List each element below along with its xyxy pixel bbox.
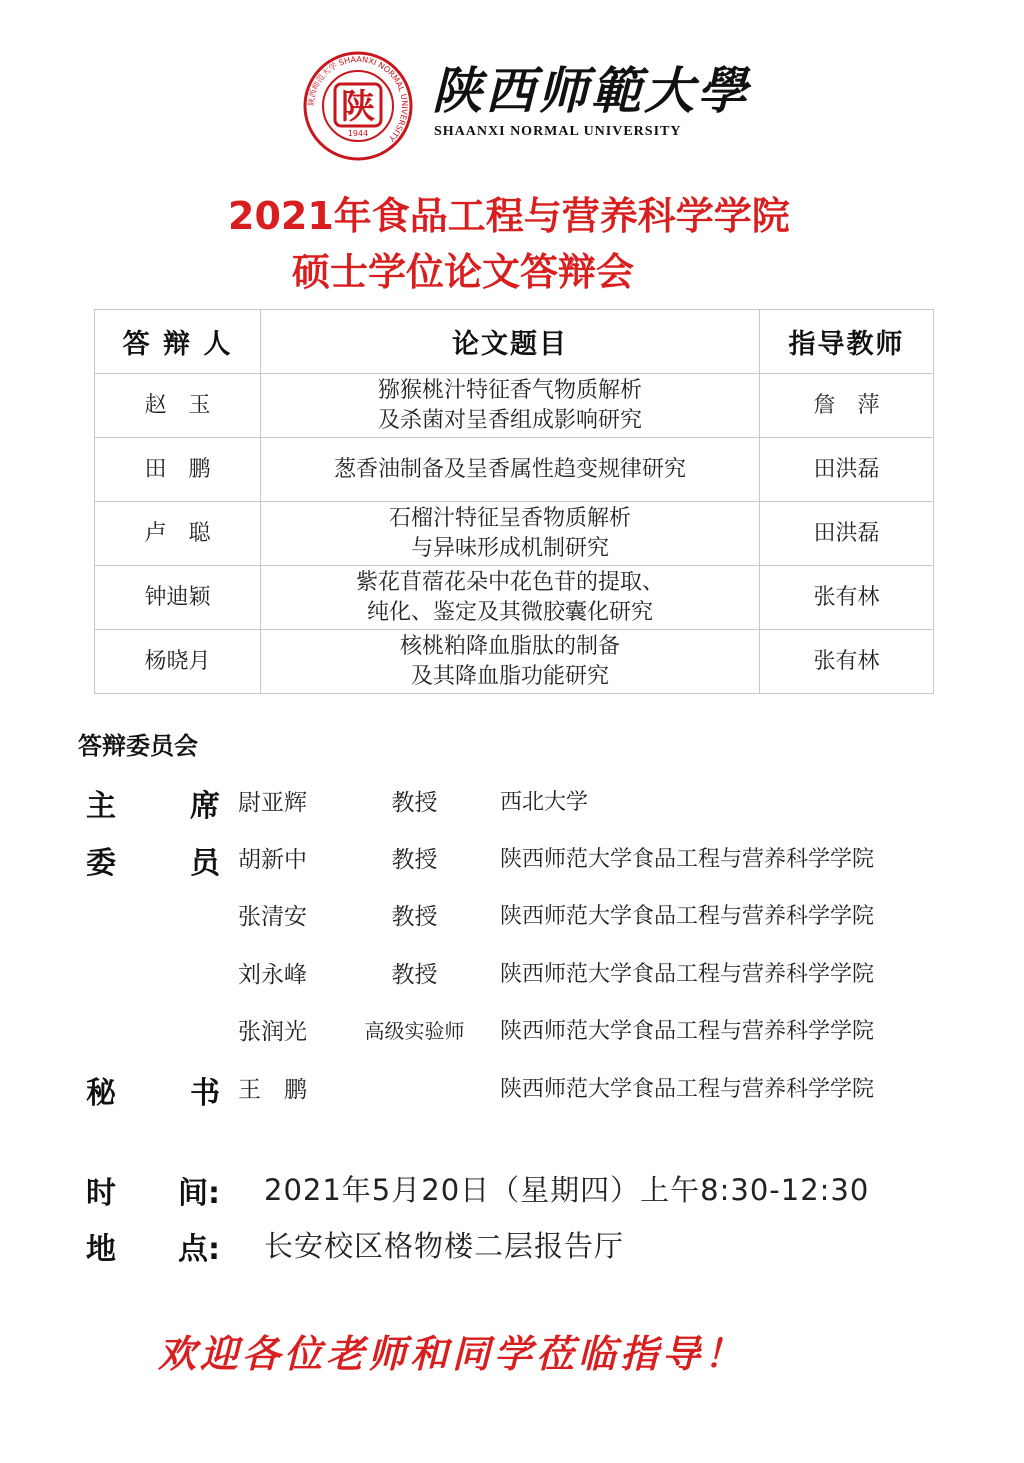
member-organization: 西北大学 bbox=[500, 790, 589, 815]
student-name: 赵 玉 bbox=[95, 374, 261, 438]
committee-member-row bbox=[0, 895, 1024, 935]
seal-ring-text: 陕西师范大学 SHAANXI NORMAL UNIVERSITY bbox=[306, 54, 410, 144]
member-rank: 高级实验师 bbox=[364, 1019, 465, 1043]
student-name: 卢 聪 bbox=[95, 502, 261, 566]
thesis-title-line: 石榴汁特征呈香物质解析 bbox=[388, 505, 631, 531]
member-name: 王 鹏 bbox=[238, 1077, 307, 1103]
member-role-char: 书 bbox=[190, 1076, 220, 1111]
table-row bbox=[95, 438, 934, 502]
place-value: 长安校区格物楼二层报告厅 bbox=[264, 1229, 625, 1263]
member-rank: 教授 bbox=[391, 962, 438, 988]
thesis-title bbox=[261, 502, 760, 566]
member-name: 尉亚辉 bbox=[238, 790, 307, 816]
thesis-title-line: 及其降血脂功能研究 bbox=[410, 663, 609, 689]
member-organization: 陕西师范大学食品工程与营养科学学院 bbox=[500, 1077, 875, 1102]
member-organization: 陕西师范大学食品工程与营养科学学院 bbox=[500, 1019, 875, 1044]
thesis-title-line: 紫花苜蓿花朵中花色苷的提取、 bbox=[355, 569, 664, 595]
member-rank: 教授 bbox=[391, 847, 438, 873]
thesis-table bbox=[94, 309, 934, 694]
committee-member-row bbox=[0, 838, 1024, 881]
advisor-name: 张有林 bbox=[760, 630, 934, 694]
committee-member-row bbox=[0, 953, 1024, 993]
member-role-char: 员 bbox=[190, 846, 220, 881]
event-title-line1: 2021年食品工程与营养科学学院 bbox=[228, 194, 790, 238]
table-row bbox=[95, 374, 934, 438]
table-row bbox=[95, 630, 934, 694]
member-role-char: 主 bbox=[86, 789, 116, 824]
member-organization: 陕西师范大学食品工程与营养科学学院 bbox=[500, 962, 875, 987]
university-name-en: SHAANXI NORMAL UNIVERSITY bbox=[434, 124, 682, 139]
university-logo bbox=[302, 50, 750, 160]
student-name: 田 鹏 bbox=[95, 438, 261, 502]
header-student: 答 辩 人 bbox=[95, 310, 261, 374]
advisor-name: 田洪磊 bbox=[760, 502, 934, 566]
member-role-char: 委 bbox=[86, 846, 116, 881]
member-role-char: 秘 bbox=[86, 1076, 116, 1111]
thesis-title-line: 纯化、鉴定及其微胶囊化研究 bbox=[366, 599, 653, 625]
header-thesis-title: 论文题目 bbox=[261, 310, 760, 374]
advisor-name: 詹 萍 bbox=[760, 374, 934, 438]
member-name: 胡新中 bbox=[238, 847, 307, 873]
thesis-title-line: 与异味形成机制研究 bbox=[410, 535, 609, 561]
committee-heading: 答辩委员会 bbox=[78, 732, 198, 760]
thesis-title-line: 及杀菌对呈香组成影响研究 bbox=[377, 407, 642, 433]
thesis-title bbox=[261, 438, 760, 502]
welcome-message: 欢迎各位老师和同学莅临指导！ bbox=[158, 1331, 747, 1376]
time-row bbox=[86, 1168, 986, 1212]
place-label: 地 点: bbox=[86, 1232, 220, 1267]
committee-member-row bbox=[0, 781, 1024, 824]
member-rank: 教授 bbox=[391, 904, 438, 930]
university-name-cn: 陕西师範大學 bbox=[432, 61, 750, 120]
thesis-title bbox=[261, 630, 760, 694]
member-organization: 陕西师范大学食品工程与营养科学学院 bbox=[500, 904, 875, 929]
time-label: 时 间: bbox=[86, 1176, 220, 1211]
student-name: 杨晓月 bbox=[95, 630, 261, 694]
member-name: 刘永峰 bbox=[238, 962, 307, 988]
thesis-title bbox=[261, 374, 760, 438]
thesis-title-line: 核桃粕降血脂肽的制备 bbox=[399, 633, 620, 659]
advisor-name: 田洪磊 bbox=[760, 438, 934, 502]
member-role bbox=[86, 781, 220, 825]
member-role bbox=[86, 1068, 220, 1112]
member-role bbox=[86, 838, 220, 882]
thesis-title bbox=[261, 566, 760, 630]
table-header-row bbox=[95, 310, 934, 374]
event-title-line2: 硕士学位论文答辩会 bbox=[292, 250, 635, 294]
committee-member-row bbox=[0, 1010, 1024, 1050]
member-name: 张清安 bbox=[238, 904, 307, 930]
thesis-title-line: 葱香油制备及呈香属性趋变规律研究 bbox=[333, 456, 686, 482]
header-advisor: 指导教师 bbox=[760, 310, 934, 374]
thesis-table-body bbox=[95, 374, 934, 694]
member-organization: 陕西师范大学食品工程与营养科学学院 bbox=[500, 847, 875, 872]
logo-wordmark bbox=[432, 58, 750, 140]
member-name: 张润光 bbox=[238, 1019, 307, 1045]
table-row bbox=[95, 502, 934, 566]
member-rank: 教授 bbox=[391, 790, 438, 816]
place-row bbox=[86, 1224, 986, 1268]
committee-member-row bbox=[0, 1068, 1024, 1111]
advisor-name: 张有林 bbox=[760, 566, 934, 630]
time-value: 2021年5月20日（星期四）上午8:30-12:30 bbox=[264, 1173, 870, 1207]
student-name: 钟迪颖 bbox=[95, 566, 261, 630]
table-row bbox=[95, 566, 934, 630]
seal-year: 1944 bbox=[347, 129, 369, 138]
university-seal-icon bbox=[302, 50, 414, 162]
seal-glyph: 陕 bbox=[341, 87, 375, 127]
member-role-char: 席 bbox=[190, 789, 220, 824]
thesis-title-line: 猕猴桃汁特征香气物质解析 bbox=[377, 377, 642, 403]
